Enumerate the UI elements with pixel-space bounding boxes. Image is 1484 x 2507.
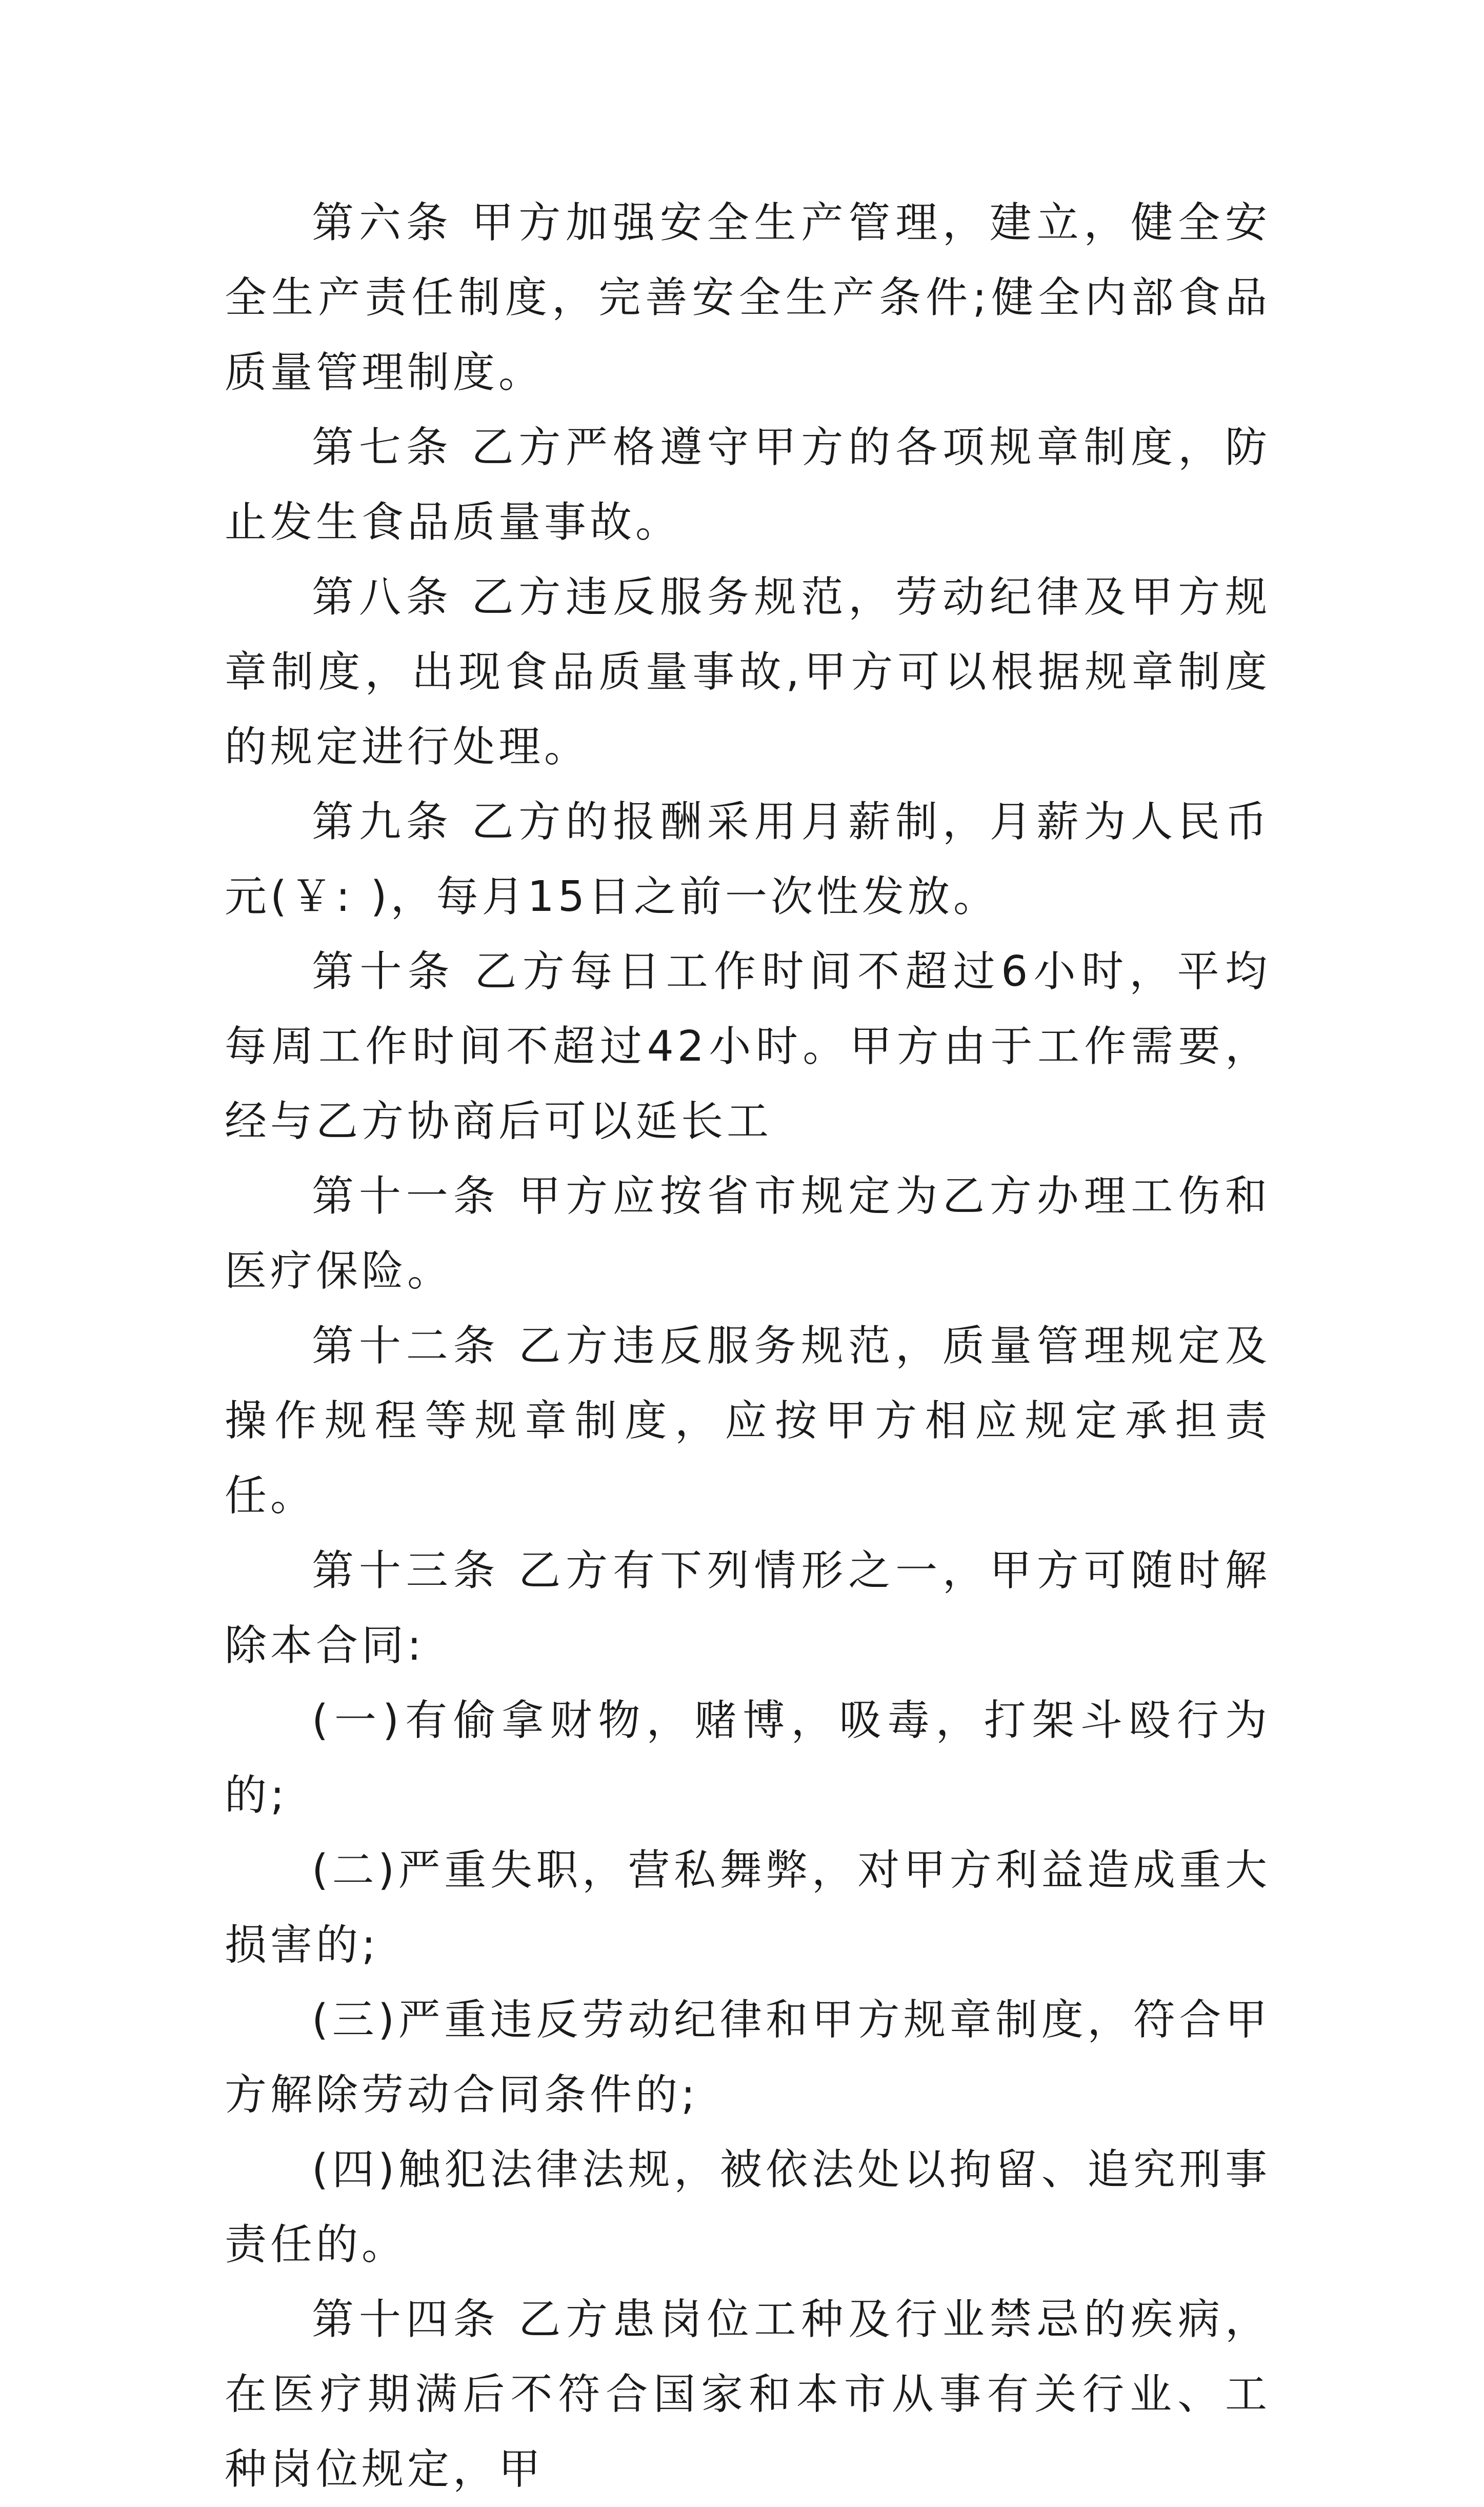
article-13-item-3: (三)严重违反劳动纪律和甲方规章制度，符合甲方解除劳动合同条件的; — [225, 1996, 1271, 2119]
article-6: 第六条 甲方加强安全生产管理，建立，健全安全生产责任制度，完善安全生产条件;健全内部食品质量管理制度。 — [225, 198, 1271, 397]
article-10: 第十条 乙方每日工作时间不超过6小时，平均每周工作时间不超过42小时。甲方由于工作需要，经与乙方协商后可以延长工 — [225, 947, 1271, 1146]
article-14: 第十四条 乙方患岗位工种及行业禁忌的疾病，在医疗期满后不符合国家和本市从事有关行业、工种岗位规定，甲 — [225, 2295, 1271, 2494]
article-13: 第十三条 乙方有下列情形之一，甲方可随时解除本合同: — [225, 1546, 1271, 1670]
article-13-item-1: (一)有偷拿财物，赌博，吸毒，打架斗殴行为的; — [225, 1696, 1271, 1820]
article-13-item-4: (四)触犯法律法规，被依法处以拘留、追究刑事责任的。 — [225, 2145, 1271, 2269]
contract-body — [225, 186, 1271, 2507]
article-11: 第十一条 甲方应按省市规定为乙方办理工伤和医疗保险。 — [225, 1172, 1271, 1296]
article-13-item-2: (二)严重失职，营私舞弊，对甲方利益造成重大损害的; — [225, 1846, 1271, 1969]
article-9: 第九条 乙方的报酬采用月薪制，月薪为人民币 元(￥: )，每月15日之前一次性发放。 — [225, 798, 1271, 921]
article-12: 第十二条 乙方违反服务规范，质量管理规定及操作规程等规章制度，应按甲方相应规定承担责任。 — [225, 1322, 1271, 1520]
article-7: 第七条 乙方严格遵守甲方的各项规章制度，防止发生食品质量事故。 — [225, 423, 1271, 547]
article-8: 第八条 乙方违反服务规范，劳动纪律及甲方规章制度，出现食品质量事故,甲方可以根据规章制度的规定进行处理。 — [225, 573, 1271, 771]
